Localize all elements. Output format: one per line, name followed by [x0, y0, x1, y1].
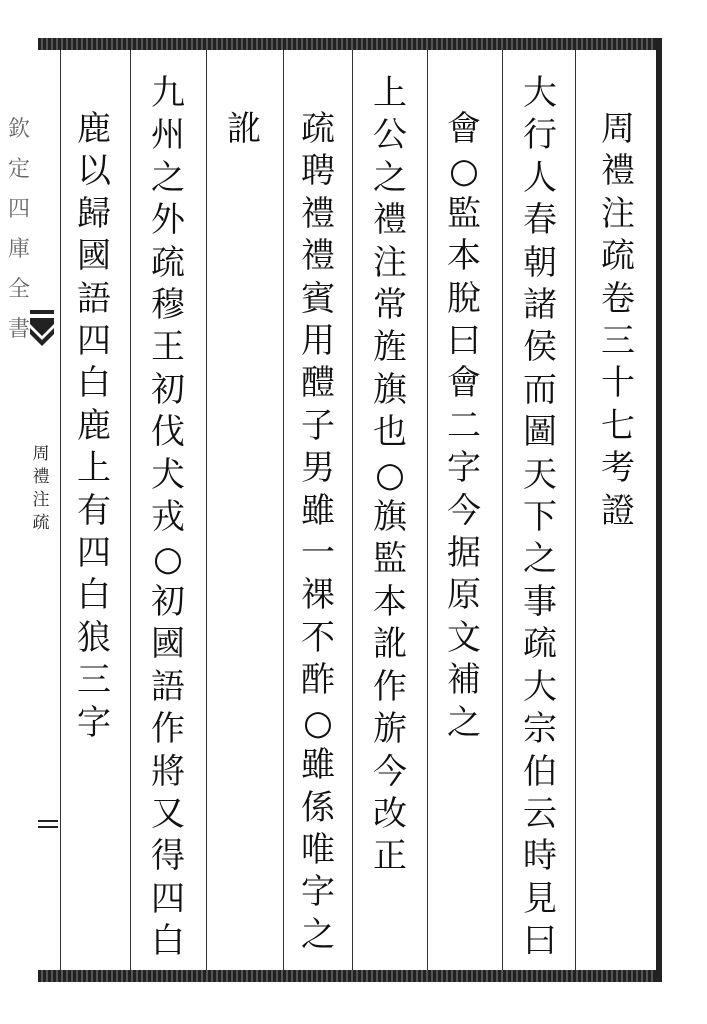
glyph: 今 — [447, 490, 481, 531]
glyph: 作 — [373, 666, 407, 707]
glyph: 雖 — [301, 490, 335, 531]
glyph: 之 — [301, 914, 335, 955]
glyph: 下 — [523, 497, 557, 538]
column-rule — [206, 50, 207, 970]
glyph: 會 — [447, 109, 481, 149]
glyph: 見 — [523, 878, 557, 919]
glyph: 禮 — [301, 193, 335, 234]
glyph: 定 — [7, 157, 30, 182]
glyph: 朝 — [523, 242, 557, 283]
glyph: 白 — [151, 921, 185, 962]
glyph: 旌 — [373, 327, 407, 368]
glyph: 四 — [77, 321, 111, 362]
glyph: 伯 — [523, 751, 557, 792]
glyph: 大 — [523, 73, 557, 113]
glyph: 三 — [601, 321, 635, 362]
glyph: 唯 — [301, 829, 335, 870]
glyph: 初 — [151, 581, 185, 622]
glyph: 四 — [151, 878, 185, 919]
glyph: 旂 — [373, 709, 407, 750]
glyph: 旗 — [373, 369, 407, 410]
glyph: 今 — [373, 751, 407, 792]
glyph: 監 — [373, 539, 407, 580]
glyph: 考 — [601, 448, 635, 489]
glyph: 賓 — [301, 278, 335, 319]
glyph: 行 — [523, 115, 557, 156]
glyph: 酢 — [301, 660, 335, 701]
right-border — [656, 38, 662, 982]
bottom-border — [38, 970, 660, 982]
glyph: 本 — [373, 581, 407, 622]
glyph: 天 — [523, 454, 557, 495]
glyph: 上 — [373, 73, 407, 113]
glyph: 三 — [77, 660, 111, 701]
glyph: 字 — [447, 448, 481, 489]
left-inner-border — [60, 50, 61, 970]
glyph: 會 — [447, 363, 481, 404]
glyph: 曰 — [447, 321, 481, 362]
column-rule — [283, 50, 284, 970]
glyph: 之 — [447, 702, 481, 743]
glyph: 州 — [151, 115, 185, 156]
column-rule — [502, 50, 503, 970]
glyph: 一 — [301, 533, 335, 574]
glyph: 又 — [151, 793, 185, 834]
glyph: ○ — [153, 539, 183, 580]
glyph: 之 — [523, 539, 557, 580]
glyph: 禮 — [32, 467, 50, 487]
glyph: 書 — [7, 317, 30, 342]
glyph: 上 — [77, 448, 111, 489]
glyph: 曰 — [523, 921, 557, 962]
page-number-mark — [38, 820, 58, 822]
glyph: 而 — [523, 369, 557, 410]
glyph: 國 — [151, 624, 185, 665]
text-column — [296, 108, 340, 956]
glyph: 正 — [373, 836, 407, 877]
page-number-mark-2 — [38, 826, 58, 828]
glyph: 字 — [77, 702, 111, 743]
glyph: 穆 — [151, 285, 185, 326]
glyph: 十 — [601, 363, 635, 404]
glyph: 公 — [373, 115, 407, 156]
glyph: 醴 — [301, 363, 335, 404]
glyph: 訛 — [373, 624, 407, 665]
glyph: 七 — [601, 405, 635, 446]
glyph: 時 — [523, 836, 557, 877]
glyph: 注 — [601, 193, 635, 234]
column-rule — [130, 50, 131, 970]
glyph: ○ — [303, 702, 333, 743]
glyph: 歸 — [77, 193, 111, 234]
glyph: 宗 — [523, 709, 557, 750]
glyph: 也 — [373, 412, 407, 453]
glyph: 圖 — [523, 412, 557, 453]
glyph: 初 — [151, 369, 185, 410]
glyph: 鹿 — [77, 405, 111, 446]
glyph: 疏 — [151, 242, 185, 283]
glyph: 補 — [447, 660, 481, 701]
glyph: 監 — [447, 193, 481, 234]
glyph: 卷 — [601, 278, 635, 319]
glyph: 疏 — [523, 624, 557, 665]
glyph: 白 — [77, 575, 111, 616]
glyph: 常 — [373, 285, 407, 326]
glyph: 子 — [301, 405, 335, 446]
glyph: 四 — [77, 533, 111, 574]
glyph: 之 — [373, 157, 407, 198]
glyph: 本 — [447, 236, 481, 277]
glyph: 狼 — [77, 617, 111, 658]
glyph: 禮 — [601, 151, 635, 192]
glyph: 改 — [373, 793, 407, 834]
glyph: 文 — [447, 617, 481, 658]
margin-cropped-text — [2, 110, 36, 340]
text-column-title — [596, 108, 640, 532]
glyph: 白 — [77, 363, 111, 404]
glyph: 旗 — [373, 497, 407, 538]
glyph: 有 — [77, 490, 111, 531]
text-column — [442, 108, 486, 744]
glyph: 全 — [7, 277, 30, 302]
glyph: 侯 — [523, 327, 557, 368]
text-column — [518, 72, 562, 963]
text-column — [368, 72, 412, 878]
glyph: ○ — [375, 454, 405, 495]
glyph: 語 — [151, 666, 185, 707]
glyph: 男 — [301, 448, 335, 489]
glyph: 脫 — [447, 278, 481, 319]
glyph: 王 — [151, 327, 185, 368]
glyph: 不 — [301, 617, 335, 658]
top-border — [38, 38, 660, 50]
glyph: 伐 — [151, 412, 185, 453]
glyph: 四 — [7, 197, 30, 222]
glyph: 字 — [301, 872, 335, 913]
glyph: 用 — [301, 321, 335, 362]
glyph: ○ — [449, 151, 479, 192]
glyph: 證 — [601, 490, 635, 531]
glyph: 事 — [523, 581, 557, 622]
column-rule — [427, 50, 428, 970]
glyph: 九 — [151, 73, 185, 113]
glyph: 疏 — [301, 109, 335, 149]
glyph: 二 — [447, 405, 481, 446]
column-rule — [575, 50, 576, 970]
glyph: 諸 — [523, 285, 557, 326]
glyph: 外 — [151, 200, 185, 241]
glyph: 戎 — [151, 497, 185, 538]
glyph: 係 — [301, 787, 335, 828]
glyph: 原 — [447, 575, 481, 616]
glyph: 大 — [523, 666, 557, 707]
glyph: 將 — [151, 751, 185, 792]
glyph: 人 — [523, 157, 557, 198]
glyph: 注 — [373, 242, 407, 283]
glyph: 得 — [151, 836, 185, 877]
text-column — [146, 72, 190, 963]
glyph: 作 — [151, 709, 185, 750]
glyph: 疏 — [32, 513, 50, 533]
glyph: 疏 — [601, 236, 635, 277]
glyph: 之 — [151, 157, 185, 198]
column-rule — [352, 50, 353, 970]
margin-book-title — [30, 443, 52, 535]
text-column — [72, 108, 116, 744]
glyph: 國 — [77, 236, 111, 277]
glyph: 訛 — [227, 109, 261, 149]
glyph: 以 — [77, 151, 111, 192]
glyph: 禮 — [373, 200, 407, 241]
glyph: 周 — [601, 109, 635, 149]
glyph: 祼 — [301, 575, 335, 616]
glyph: 据 — [447, 533, 481, 574]
glyph: 注 — [32, 490, 50, 510]
glyph: 語 — [77, 278, 111, 319]
glyph: 雖 — [301, 745, 335, 786]
glyph: 周 — [32, 444, 50, 464]
glyph: 春 — [523, 200, 557, 241]
glyph: 犬 — [151, 454, 185, 495]
glyph: 云 — [523, 793, 557, 834]
glyph: 聘 — [301, 151, 335, 192]
text-column — [222, 108, 266, 150]
glyph: 禮 — [301, 236, 335, 277]
glyph: 庫 — [7, 237, 30, 262]
glyph: 欽 — [7, 117, 30, 142]
glyph: 鹿 — [77, 109, 111, 149]
fish-tail-mark-icon — [30, 310, 54, 350]
